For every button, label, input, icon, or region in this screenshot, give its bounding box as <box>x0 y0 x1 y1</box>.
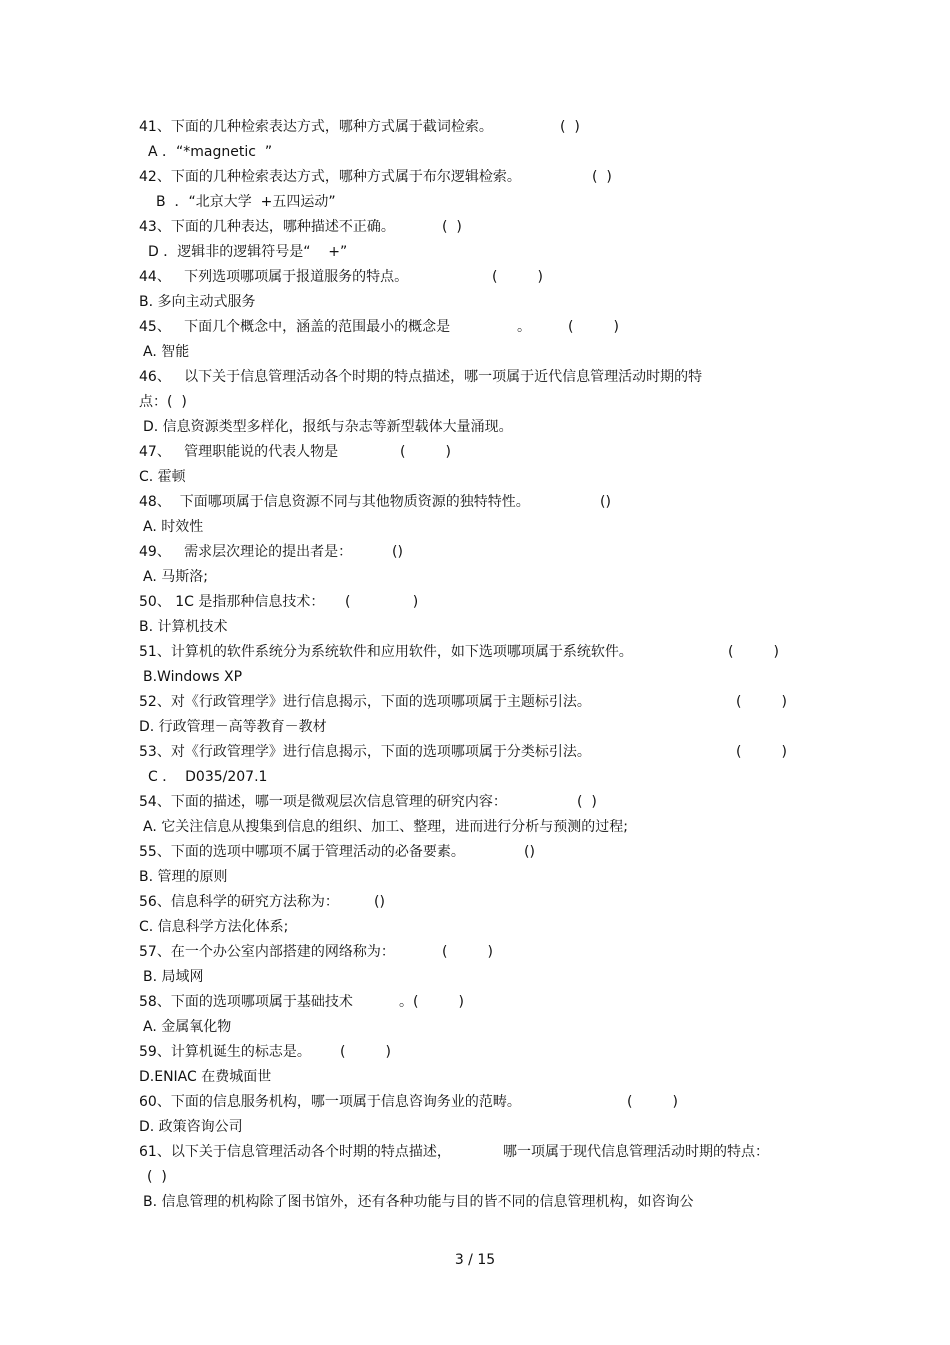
text-line <box>0 290 950 315</box>
text-line <box>0 215 950 240</box>
text-line <box>0 1090 950 1115</box>
text-segment: D. 行政管理－高等教育－教材 <box>139 719 327 735</box>
text-line <box>0 740 950 765</box>
text-segment: ( ) <box>442 219 462 235</box>
text-line <box>0 665 950 690</box>
text-line <box>0 165 950 190</box>
text-segment: 54、下面的描述，哪一项是微观层次信息管理的研究内容： <box>139 794 507 810</box>
text-segment: ( ) <box>492 269 543 285</box>
text-line <box>0 265 950 290</box>
text-line <box>0 140 950 165</box>
text-segment: 60、下面的信息服务机构，哪一项属于信息咨询务业的范畴。 <box>139 1094 521 1110</box>
text-line <box>0 690 950 715</box>
text-line <box>0 765 950 790</box>
text-segment: () <box>374 894 385 910</box>
text-line <box>0 1165 950 1190</box>
text-line <box>0 365 950 390</box>
text-line <box>0 115 950 140</box>
text-line <box>0 515 950 540</box>
text-line <box>0 1040 950 1065</box>
text-segment: 49、 需求层次理论的提出者是： <box>139 544 353 560</box>
text-segment: C. 霍顿 <box>139 469 186 485</box>
text-line <box>0 790 950 815</box>
text-segment: ( ) <box>736 694 787 710</box>
text-segment: B. 局域网 <box>143 969 204 985</box>
text-line <box>0 565 950 590</box>
text-segment: A. 时效性 <box>143 519 204 535</box>
text-line <box>0 615 950 640</box>
text-line <box>0 890 950 915</box>
text-line <box>0 240 950 265</box>
text-line <box>0 1065 950 1090</box>
text-segment: 50、 1C 是指那种信息技术： <box>139 594 325 610</box>
text-segment: 46、 以下关于信息管理活动各个时期的特点描述，哪一项属于近代信息管理活动时期的特 <box>139 369 703 385</box>
text-segment: () <box>524 844 535 860</box>
text-segment: D.ENIAC 在费城面世 <box>139 1069 272 1085</box>
text-line <box>0 915 950 940</box>
text-line <box>0 1140 950 1165</box>
text-line <box>0 415 950 440</box>
text-segment: 44、 下列选项哪项属于报道服务的特点。 <box>139 269 409 285</box>
text-line <box>0 840 950 865</box>
text-line <box>0 965 950 990</box>
text-line <box>0 715 950 740</box>
text-segment: ( ) <box>592 169 612 185</box>
text-segment: ( ) <box>400 444 451 460</box>
text-segment: 。 <box>517 319 531 335</box>
text-segment: A. 智能 <box>143 344 190 360</box>
text-line <box>0 465 950 490</box>
text-segment: ( ) <box>560 119 580 135</box>
text-segment: 59、计算机诞生的标志是。 <box>139 1044 311 1060</box>
text-line <box>0 490 950 515</box>
text-segment: B. 信息管理的机构除了图书馆外，还有各种功能与目的皆不同的信息管理机构，如咨询公 <box>143 1194 694 1210</box>
text-line <box>0 190 950 215</box>
text-segment: A. 马斯洛; <box>143 569 208 585</box>
text-line <box>0 1190 950 1215</box>
text-segment: B. 多向主动式服务 <box>139 294 256 310</box>
text-segment: 58、下面的选项哪项属于基础技术 <box>139 994 353 1010</box>
text-segment: 57、在一个办公室内部搭建的网络称为： <box>139 944 395 960</box>
text-segment: ( ) <box>577 794 597 810</box>
page-number: 3 / 15 <box>454 1252 496 1268</box>
text-line <box>0 540 950 565</box>
question-list <box>0 115 950 1215</box>
text-segment: () <box>600 494 611 510</box>
text-segment: C. 信息科学方法化体系; <box>139 919 289 935</box>
text-segment: 42、下面的几种检索表达方式，哪种方式属于布尔逻辑检索。 <box>139 169 521 185</box>
text-segment: B.Windows XP <box>143 669 243 685</box>
text-line <box>0 865 950 890</box>
text-segment: 45、 下面几个概念中，涵盖的范围最小的概念是 <box>139 319 451 335</box>
text-segment: D ．逻辑非的逻辑符号是“ +” <box>148 244 348 260</box>
text-line <box>0 815 950 840</box>
text-segment: () <box>392 544 403 560</box>
text-segment: 。( ) <box>399 994 464 1010</box>
text-segment: 55、下面的选项中哪项不属于管理活动的必备要素。 <box>139 844 465 860</box>
text-segment: 哪一项属于现代信息管理活动时期的特点： <box>503 1144 769 1160</box>
text-segment: ( ) <box>340 1044 391 1060</box>
text-segment: ( ) <box>728 644 779 660</box>
text-line <box>0 590 950 615</box>
text-segment: 48、 下面哪项属于信息资源不同与其他物质资源的独特特性。 <box>139 494 530 510</box>
text-line <box>0 340 950 365</box>
text-line <box>0 640 950 665</box>
text-segment: ( ) <box>736 744 787 760</box>
text-segment: 56、信息科学的研究方法称为： <box>139 894 339 910</box>
text-segment: 43、下面的几种表达，哪种描述不正确。 <box>139 219 395 235</box>
text-line <box>0 1015 950 1040</box>
text-line <box>0 390 950 415</box>
text-segment: A. 金属氧化物 <box>143 1019 232 1035</box>
text-line <box>0 1115 950 1140</box>
text-segment: ( ) <box>147 1169 167 1185</box>
text-segment: B. 计算机技术 <box>139 619 228 635</box>
text-segment: B ．“北京大学 +五四运动” <box>156 194 336 210</box>
text-line <box>0 440 950 465</box>
text-segment: 41、下面的几种检索表达方式，哪种方式属于截词检索。 <box>139 119 493 135</box>
text-line <box>0 940 950 965</box>
text-segment: A. 它关注信息从搜集到信息的组织、加工、整理，进而进行分析与预测的过程; <box>143 819 628 835</box>
text-segment: ( ) <box>345 594 419 610</box>
text-segment: C ． D035/207.1 <box>148 769 268 785</box>
text-segment: 47、 管理职能说的代表人物是 <box>139 444 339 460</box>
text-segment: 52、对《行政管理学》进行信息揭示，下面的选项哪项属于主题标引法。 <box>139 694 591 710</box>
text-segment: 61、以下关于信息管理活动各个时期的特点描述， <box>139 1144 451 1160</box>
text-segment: 53、对《行政管理学》进行信息揭示，下面的选项哪项属于分类标引法。 <box>139 744 591 760</box>
text-segment: D. 信息资源类型多样化，报纸与杂志等新型载体大量涌现。 <box>143 419 513 435</box>
text-segment: A ．“*magnetic ” <box>148 144 273 160</box>
text-segment: ( ) <box>568 319 619 335</box>
text-segment: B. 管理的原则 <box>139 869 228 885</box>
text-line <box>0 990 950 1015</box>
text-segment: 51、计算机的软件系统分为系统软件和应用软件，如下选项哪项属于系统软件。 <box>139 644 633 660</box>
text-segment: ( ) <box>627 1094 678 1110</box>
text-segment: ( ) <box>442 944 493 960</box>
text-segment: 点：( ) <box>139 394 187 410</box>
text-line <box>0 315 950 340</box>
text-segment: D. 政策咨询公司 <box>139 1119 243 1135</box>
